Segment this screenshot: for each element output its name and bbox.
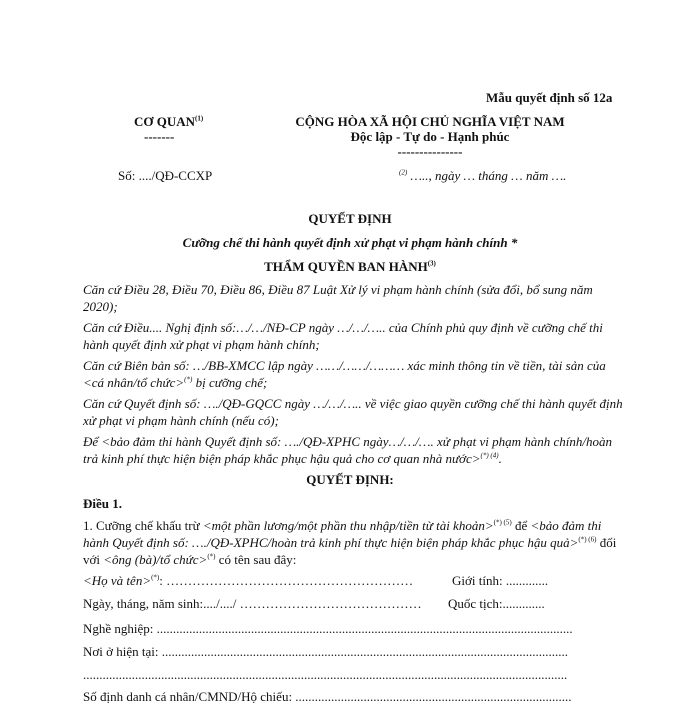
nationality-field: Quốc tịch:............. — [448, 596, 545, 611]
clause-1-connector-1: để — [511, 518, 531, 533]
legal-basis-5-text: Để <bảo đảm thi hành Quyết định số: …./QĐ-XPHC ngày…/…/…. xử phạt vi phạm hành chính/hoàn trả kinh phí thực hiện biện pháp khắc phục hậu quả cho cơ quan nhà nước> — [83, 434, 612, 466]
name-dots: : ………………………………………………… — [159, 573, 414, 588]
name-ref: (*) — [151, 573, 160, 582]
clause-1 — [83, 517, 623, 568]
legal-basis-5 — [83, 433, 623, 467]
motto-separator: --------------- — [397, 144, 463, 159]
name-field — [83, 573, 413, 589]
id-number-field: Số định danh cá nhân/CMND/Hộ chiếu: ..................................................................................... — [83, 689, 572, 704]
clause-1-connector-2: đối với — [83, 535, 617, 567]
legal-basis-5-end: . — [498, 451, 502, 466]
clause-1-measure: <một phần lương/một phần thu nhập/tiền từ tài khoản> — [202, 518, 494, 533]
agency-separator: ------- — [144, 129, 175, 144]
authority-footnote-ref: (3) — [427, 259, 436, 268]
country-name: CỘNG HÒA XÃ HỘI CHỦ NGHĨA VIỆT NAM — [295, 114, 565, 129]
motto: Độc lập - Tự do - Hạnh phúc — [350, 129, 510, 144]
clause-1-intro: 1. Cưỡng chế khấu trừ — [83, 518, 203, 533]
place-date — [399, 168, 566, 184]
place-date-text: ….., ngày … tháng … năm …. — [410, 168, 567, 183]
gender-field: Giới tính: ............. — [452, 573, 549, 588]
legal-basis-3-end: bị cưỡng chế; — [192, 375, 268, 390]
clause-1-ref-3: (*) — [207, 552, 216, 561]
residence-field: Nơi ở hiện tại: ............................................................................................................................. — [83, 644, 568, 659]
document-subtitle: Cưỡng chế thi hành quyết định xử phạt vi phạm hành chính * — [182, 235, 518, 250]
occupation-field: Nghề nghiệp: ................................................................................................................................ — [83, 621, 573, 636]
legal-basis-2: Căn cứ Điều.... Nghị định số:…/…/NĐ-CP ngày …/…/….. của Chính phủ quy định về cưỡng chế thi hành quyết định xử phạt vi phạm hành chính; — [83, 320, 603, 352]
issuing-authority-text: THẨM QUYỀN BAN HÀNH — [264, 259, 428, 274]
clause-1-subject: <ông (bà)/tổ chức> — [103, 552, 208, 567]
decision-number: Số: ..../QĐ-CCXP — [118, 168, 213, 183]
legal-basis-4: Căn cứ Quyết định số: …./QĐ-GQCC ngày …/…/….. về việc giao quyền cưỡng chế thi hành quyết định xử phạt vi phạm hành chính (nếu có); — [83, 396, 623, 428]
clause-1-ref-1: (*) (5) — [493, 518, 512, 527]
legal-basis-1: Căn cứ Điều 28, Điều 70, Điều 86, Điều 87 Luật Xử lý vi phạm hành chính (sửa đổi, bổ sung năm 2020); — [83, 282, 593, 314]
dob-field: Ngày, tháng, năm sinh:..../..../ …………………………………… — [83, 596, 422, 611]
clause-1-tail: có tên sau đây: — [215, 552, 297, 567]
legal-basis-3-text: Căn cứ Biên bản số: …/BB-XMCC lập ngày ……/……/……… xác minh thông tin về tiền, tài sản của <cá nhân/tổ chức> — [83, 358, 606, 390]
article-1-heading: Điều 1. — [83, 496, 122, 511]
agency-label — [134, 114, 203, 130]
legal-basis-3 — [83, 357, 623, 391]
issuing-authority — [0, 259, 700, 275]
legal-basis-3-ref: (*) — [184, 375, 193, 384]
clause-1-ref-2: (*) (6) — [578, 535, 597, 544]
place-date-footnote-ref: (2) — [399, 168, 408, 177]
agency-name: CƠ QUAN — [134, 114, 196, 129]
name-label: <Họ và tên> — [83, 573, 152, 588]
clause-1-purpose: <bảo đảm thi hành Quyết định số: …./QĐ-XPHC/hoàn trả kinh phí thực hiện biện pháp khắc phục hậu quả> — [83, 518, 602, 550]
agency-footnote-ref: (1) — [195, 114, 204, 123]
form-number: Mẫu quyết định số 12a — [486, 90, 613, 105]
legal-basis-5-ref: (*) (4) — [480, 451, 499, 460]
decision-heading: QUYẾT ĐỊNH: — [306, 472, 394, 487]
residence-field-continued: ..................................................................................................................................................... — [83, 667, 568, 682]
document-title: QUYẾT ĐỊNH — [308, 211, 392, 226]
